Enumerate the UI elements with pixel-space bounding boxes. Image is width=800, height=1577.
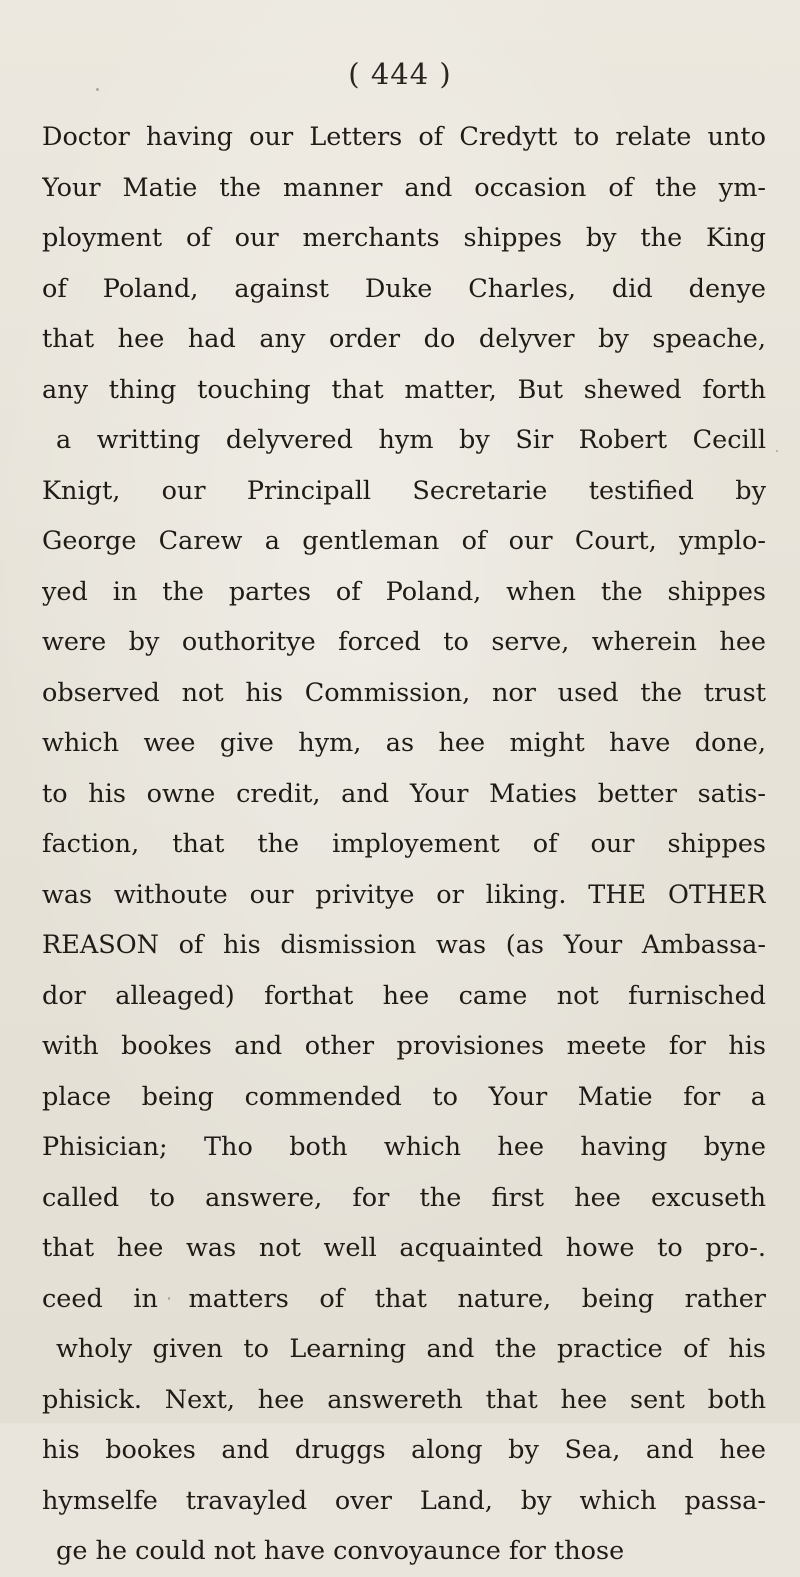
- text-line: observed not his Commission, nor used the trust: [42, 677, 766, 708]
- body-text: [42, 112, 766, 1577]
- text-line: Phisician; Tho both which hee having byne: [42, 1132, 766, 1162]
- text-line: place being commended to Your Matie for a: [42, 1081, 766, 1112]
- text-line: to his owne credit, and Your Maties better satis-: [42, 778, 766, 809]
- text-line: dor alleaged) forthat hee came not furnisched: [42, 980, 766, 1011]
- text-line: of Poland, against Duke Charles, did denye: [42, 273, 766, 304]
- text-line: any thing touching that matter, But shewed forth: [42, 374, 766, 405]
- text-line: hymselfe travayled over Land, by which passa-: [42, 1485, 766, 1516]
- text-line: ceed in matters of that nature, being rather: [42, 1283, 766, 1314]
- text-line: that hee had any order do delyver by speache,: [42, 324, 766, 354]
- text-line: phisick. Next, hee answereth that hee sent both: [42, 1384, 766, 1415]
- paper-speck: [776, 450, 778, 452]
- text-line: was withoute our privitye or liking. THE OTHER: [42, 879, 766, 910]
- text-line: Knigt, our Principall Secretarie testified by: [42, 475, 766, 506]
- text-line: his bookes and druggs along by Sea, and hee: [42, 1435, 766, 1465]
- text-line: Doctor having our Letters of Credytt to relate unto: [42, 122, 766, 152]
- text-line: a writting delyvered hym by Sir Robert Cecill: [56, 425, 766, 455]
- text-line: which wee give hym, as hee might have done,: [42, 728, 766, 758]
- page-number: ( 444 ): [348, 57, 452, 91]
- text-line: with bookes and other provisiones meete for his: [42, 1031, 766, 1061]
- text-line: George Carew a gentleman of our Court, ymplo-: [42, 526, 766, 556]
- text-line: were by outhoritye forced to serve, wherein hee: [42, 627, 766, 657]
- text-line: REASON of his dismission was (as Your Ambassa-: [42, 930, 766, 960]
- text-line: ployment of our merchants shippes by the King: [42, 223, 766, 253]
- text-line: that hee was not well acquainted howe to pro-.: [42, 1233, 766, 1263]
- text-line: called to answere, for the first hee excuseth: [42, 1182, 766, 1213]
- paper-speck: [96, 88, 99, 91]
- text-line: yed in the partes of Poland, when the shippes: [42, 576, 766, 607]
- text-line: ge he could not have convoyaunce for those: [56, 1536, 625, 1566]
- text-line: wholy given to Learning and the practice of his: [56, 1334, 766, 1364]
- paper-speck: [168, 1297, 170, 1300]
- text-line: faction, that the imployement of our shippes: [42, 829, 766, 859]
- text-line: Your Matie the manner and occasion of the ym-: [42, 172, 766, 203]
